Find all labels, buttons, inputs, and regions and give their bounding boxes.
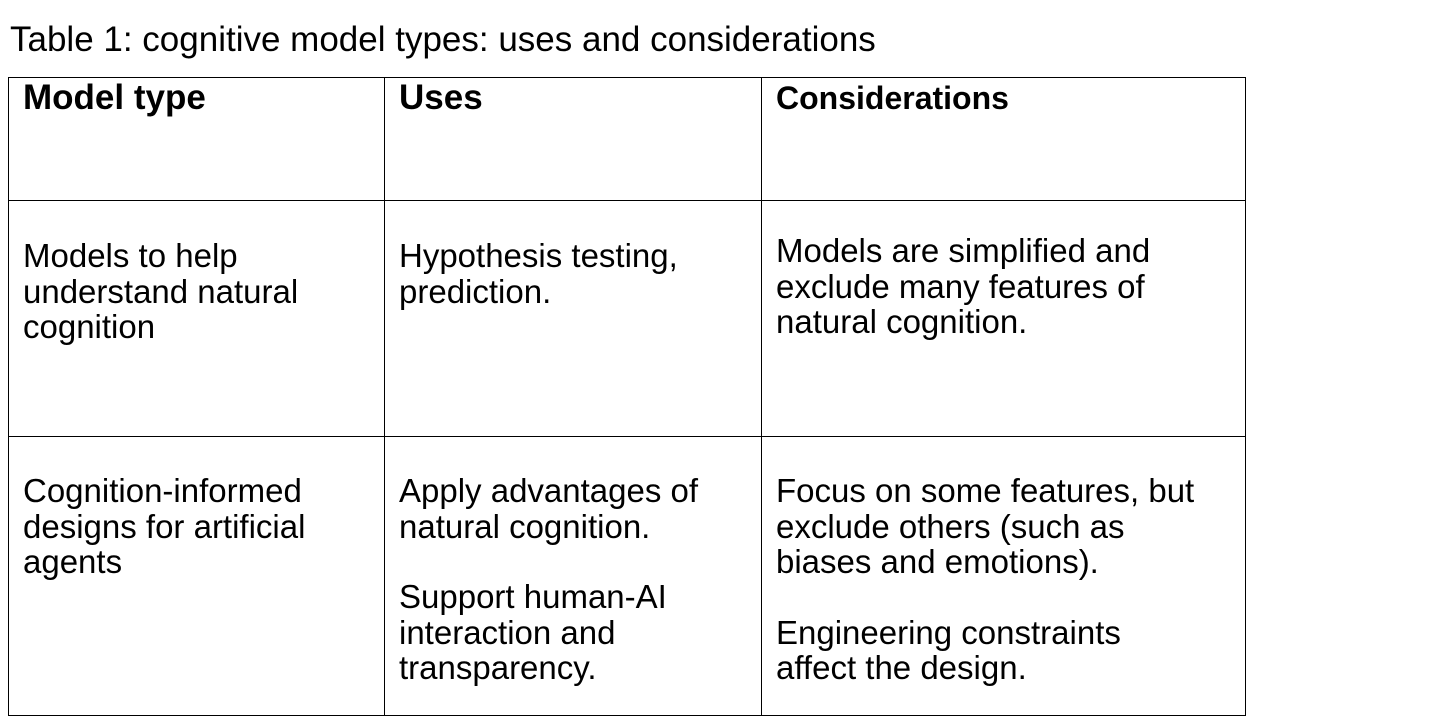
cell-text-line: Apply advantages of — [399, 472, 699, 509]
cell-text-line: cognition — [23, 308, 156, 345]
cell-text-line: designs for artificial — [23, 507, 306, 545]
cell-text-line: natural cognition. — [776, 303, 1028, 340]
cell-paragraph — [776, 615, 1231, 686]
cell-text-line: Focus on some features, but — [776, 472, 1195, 509]
cell-text-line: Engineering constraints — [776, 613, 1121, 651]
cell-text-line: Hypothesis testing, — [399, 237, 678, 274]
model-types-table — [8, 77, 1246, 716]
cell-text-line: interaction and — [399, 613, 616, 651]
cell-model-type — [9, 201, 385, 437]
table-row — [9, 437, 1246, 716]
header-considerations: Considerations — [762, 78, 1246, 201]
cell-text-line: agents — [23, 543, 123, 580]
cell-considerations — [762, 437, 1246, 716]
cell-text-line: Models to help — [23, 237, 238, 274]
cell-paragraph — [776, 473, 1231, 580]
table-caption: Table 1: cognitive model types: uses and considerations — [10, 20, 876, 59]
cell-paragraph — [399, 579, 747, 686]
cell-paragraph — [399, 473, 747, 544]
cell-model-type — [9, 437, 385, 716]
table-row — [9, 201, 1246, 437]
cell-text-line: exclude others (such as — [776, 507, 1125, 545]
cell-text-line: understand natural — [23, 272, 299, 310]
cell-text-line: exclude many features of — [776, 267, 1145, 305]
cell-uses — [385, 437, 762, 716]
cell-text-line: biases and emotions). — [776, 543, 1099, 580]
header-model-type: Model type — [9, 78, 385, 201]
cell-considerations — [762, 201, 1246, 437]
cell-text-line: prediction. — [399, 272, 552, 310]
cell-paragraph — [399, 238, 747, 309]
header-uses: Uses — [385, 78, 762, 201]
table-header-row — [9, 78, 1246, 201]
cell-uses — [385, 201, 762, 437]
cell-text-line: affect the design. — [776, 649, 1027, 686]
cell-text-line: transparency. — [399, 649, 597, 686]
cell-text-line: natural cognition. — [399, 507, 651, 545]
cell-paragraph — [776, 233, 1231, 340]
cell-text-line: Support human-AI — [399, 578, 667, 615]
cell-text-line: Cognition-informed — [23, 472, 302, 509]
cell-text-line: Models are simplified and — [776, 232, 1151, 269]
